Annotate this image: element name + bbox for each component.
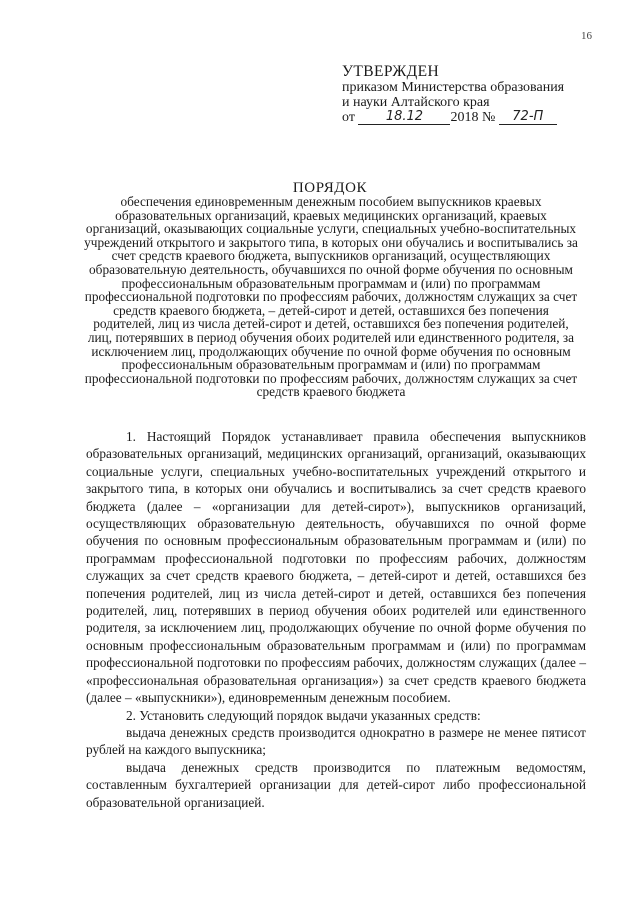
page-number: 16: [581, 30, 592, 42]
document-subtitle: обеспечения единовременным денежным пособием выпускников краевых образовательных организаций, краевых медицинских организаций, краевых организаций, оказывающих социальные услуги, специальных учебно-воспитательных учреждений открытого и закрытого типа, в которых они обучались и воспитывались за счет средств краевого бюджета, выпускников организаций, осуществляющих образовательную деятельность, обучавшихся по очной форме обучения по основным профессиональным образовательным программам и (или) по программам профессиональной подготовки по профессиям рабочих, должностям служащих за счет средств краевого бюджета, – детей-сирот и детей, оставшихся без попечения родителей, лиц из числа детей-сирот и детей, оставшихся без попечения родителей, лиц, потерявших в период обучения обоих родителей или единственного родителя, за исключением лиц, продолжающих обучение по очной форме обучения по основным профессиональным образовательным программам и (или) по программам профессиональной подготовки по профессиям рабочих, должностям служащих за счет средств краевого бюджета: [84, 194, 578, 400]
date-prefix: от: [342, 110, 355, 125]
document-title: ПОРЯДОК: [292, 180, 368, 196]
approval-heading: УТВЕРЖДЕН: [342, 63, 440, 80]
handwritten-date: 18.12: [385, 109, 424, 124]
paragraph-3: выдача денежных средств производится однократно в размере не менее пятисот рублей на каждого выпускника;: [86, 724, 586, 758]
paragraph-1: 1. Настоящий Порядок устанавливает правила обеспечения выпускников образовательных организаций, медицинских организаций, организаций, оказывающих социальные услуги, специальных учебно-воспитательных учреждений открытого и закрытого типа, в которых они обучались и воспитывались за счет средств краевого бюджета (далее – «организации для детей-сирот»), выпускников организаций, осуществляющих образовательную деятельность, обучавшихся по очной форме обучения по основным профессиональным образовательным программам и (или) по программам профессиональной подготовки по профессиям рабочих, должностям служащих за счет средств краевого бюджета, – детей-сирот и детей, оставшихся без попечения родителей, лиц из числа детей-сирот и детей, оставшихся без попечения родителей, лиц, потерявших в период обучения обоих родителей или единственного родителя, за исключением лиц, продолжающих обучение по очной форме обучения по основным профессиональным образовательным программам и (или) по программам профессиональной подготовки по профессиям рабочих, должностям служащих (далее – «профессиональная образовательная организация») за счет средств краевого бюджета (далее – «выпускники»), единовременным денежным пособием.: [86, 429, 586, 706]
paragraph-2: 2. Установить следующий порядок выдачи указанных средств:: [126, 707, 481, 723]
approval-date-line: [342, 110, 602, 125]
date-field: [358, 110, 450, 125]
year-and-number-label: 2018 №: [450, 110, 496, 125]
order-number-field: [499, 110, 557, 125]
document-body: [86, 428, 586, 811]
approval-line-2: и науки Алтайского края: [342, 95, 490, 110]
approval-line-1: приказом Министерства образования: [342, 80, 565, 95]
paragraph-4: выдача денежных средств производится по платежным ведомостям, составленным бухгалтерией организации для детей-сирот либо профессиональной образовательной организацией.: [86, 759, 586, 810]
approval-block: [342, 64, 602, 125]
handwritten-order-number: 72-П: [512, 109, 544, 124]
